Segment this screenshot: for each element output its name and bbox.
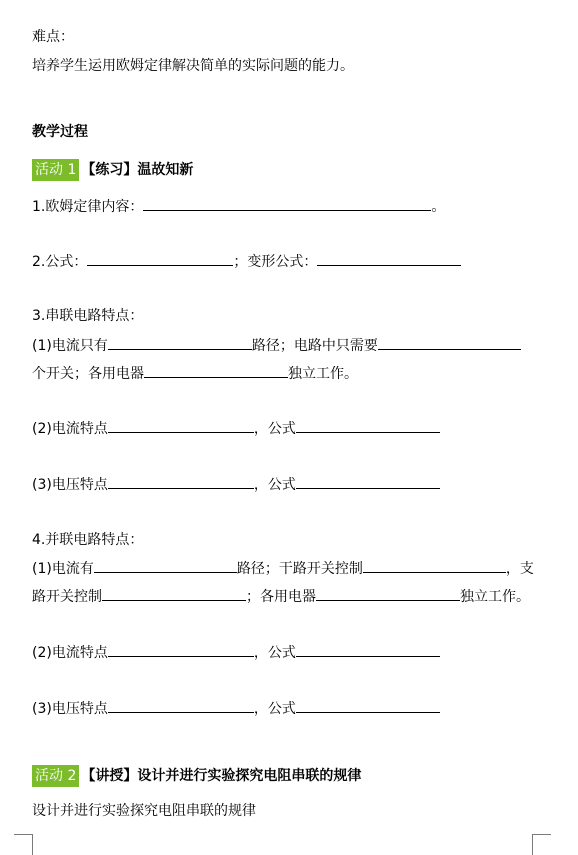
activity2-title: 【讲授】设计并进行实验探究电阻串联的规律 [81,768,362,784]
q3-part2 [32,418,440,439]
question-2 [32,251,461,272]
q3-p2a: (2)电流特点 [32,421,108,437]
q4-main-switch-blank[interactable] [363,558,506,573]
q2-mid: ；变形公式： [233,254,318,270]
q3-voltage-blank[interactable] [108,474,254,489]
q4-path-blank[interactable] [94,558,237,573]
q4-p1c: ，支 [505,561,534,577]
q4-p2a: (2)电流特点 [32,645,108,661]
q3-p1a: (1)电流只有 [32,338,108,354]
activity2-header [32,765,361,787]
page-corner-mark-right [532,834,551,855]
q2-label: 2.公式： [32,254,88,270]
q4-p3b: ，公式 [253,701,296,717]
q4-part2 [32,642,440,663]
q4-p1e: ；各用电器 [246,589,316,605]
q3-switch-blank[interactable] [378,335,521,350]
q1-end: 。 [431,199,446,215]
q3-voltage-formula-blank[interactable] [296,474,440,489]
process-heading: 教学过程 [32,124,88,140]
q4-current-formula-blank[interactable] [296,642,440,657]
activity1-tag: 活动 1 [32,159,79,181]
q3-label: 3.串联电路特点： [32,308,144,324]
q3-path-blank[interactable] [108,335,252,350]
q4-p1f: 独立工作。 [460,589,530,605]
page-corner-mark-left [14,834,33,855]
difficulty-heading: 难点： [32,29,74,45]
q3-p1d: 独立工作。 [288,366,358,382]
q3-part1-cont [32,363,358,384]
q4-label: 4.并联电路特点： [32,532,144,548]
q1-label: 1.欧姆定律内容： [32,199,144,215]
q4-current-blank[interactable] [108,642,254,657]
q4-part3 [32,698,440,719]
q4-branch-switch-blank[interactable] [102,586,246,601]
q4-appliance-blank[interactable] [316,586,460,601]
q4-part1-cont [32,586,530,607]
activity1-title: 【练习】温故知新 [81,162,194,178]
q4-part1 [32,558,534,579]
q4-p2b: ，公式 [253,645,296,661]
q4-p1b: 路径；干路开关控制 [236,561,363,577]
q4-voltage-blank[interactable] [108,698,254,713]
q4-p3a: (3)电压特点 [32,701,108,717]
q1-blank[interactable] [143,196,431,211]
activity1-header [32,159,193,181]
q3-p1b: 路径；电路中只需要 [251,338,378,354]
q3-p3b: ，公式 [253,477,296,493]
q4-p1d: 路开关控制 [32,589,102,605]
q3-p3a: (3)电压特点 [32,477,108,493]
q2-variant-blank[interactable] [317,251,461,266]
activity2-tag: 活动 2 [32,765,79,787]
q3-appliance-blank[interactable] [144,363,288,378]
question-1 [32,196,445,217]
q3-p2b: ，公式 [253,421,296,437]
q4-p1a: (1)电流有 [32,561,94,577]
q2-formula-blank[interactable] [87,251,233,266]
q3-p1c: 个开关；各用电器 [32,366,144,382]
design-text: 设计并进行实验探究电阻串联的规律 [32,803,256,819]
difficulty-text: 培养学生运用欧姆定律解决简单的实际问题的能力。 [32,58,354,74]
q3-current-formula-blank[interactable] [296,418,440,433]
q3-current-blank[interactable] [108,418,254,433]
q3-part1 [32,335,521,356]
q4-voltage-formula-blank[interactable] [296,698,440,713]
q3-part3 [32,474,440,495]
